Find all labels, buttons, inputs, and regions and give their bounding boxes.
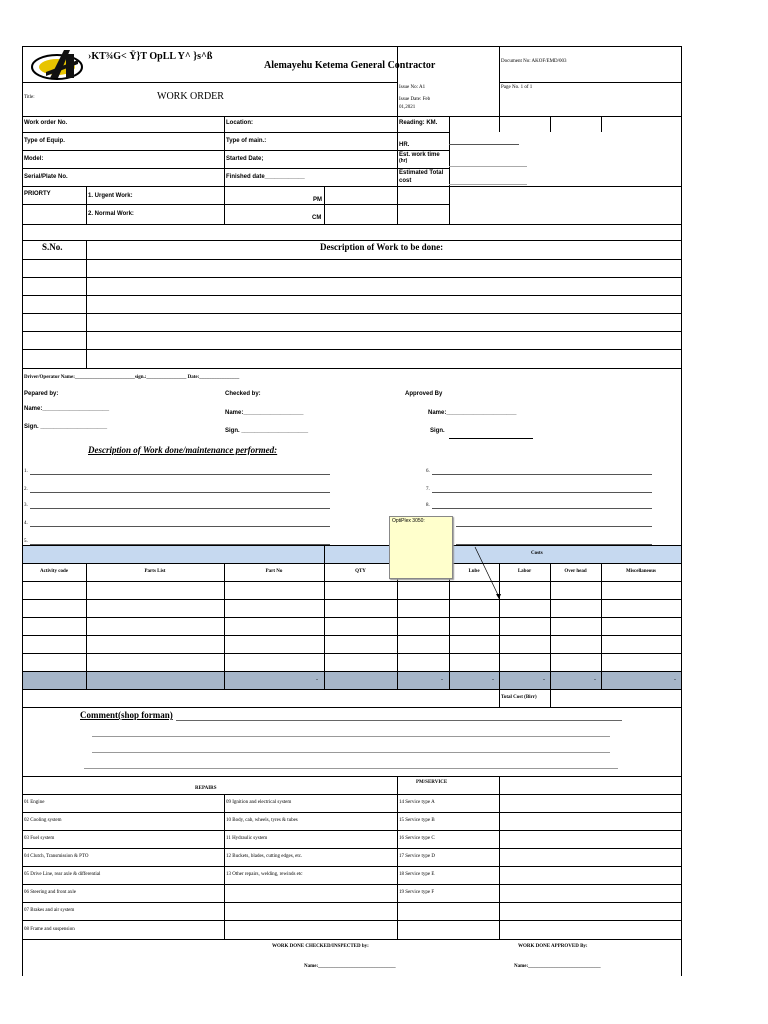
repair-item: 12 Buckets, blades, cutting edges, etc. [226, 854, 303, 859]
done-item-3: 3. [24, 503, 28, 508]
grid-line [22, 902, 682, 903]
grid-line [22, 259, 682, 260]
repair-item: 01 Engine [24, 800, 45, 805]
company-logo [30, 48, 88, 82]
approved-name-line: Name:_____________________________ [514, 964, 601, 969]
model-label: Model: [24, 156, 44, 162]
grid-line [86, 186, 87, 224]
grid-line [22, 313, 682, 314]
est-work-time-unit: (hr) [399, 158, 408, 164]
checked-by-label: Checked by: [225, 391, 261, 397]
normal-work-label: 2. Normal Work: [88, 211, 134, 217]
grid-line [22, 812, 682, 813]
sno-header: S.No. [42, 242, 63, 252]
work-order-no-label: Work order No. [24, 120, 68, 126]
issue-no: Issue No: A1 [399, 85, 426, 90]
done-line [30, 492, 330, 493]
grid-line [22, 920, 682, 921]
checked-name-line: Name:_______________________________ [304, 964, 396, 969]
grid-line [22, 635, 682, 636]
total-part-no: - [316, 677, 318, 683]
est-cost-label: Estimated Total [399, 170, 444, 176]
comment-line [92, 736, 610, 737]
grid-line [22, 116, 682, 117]
total-cost-label: Total Cost (Birr) [501, 695, 537, 700]
costs-total-band [23, 672, 681, 689]
grid-line [449, 563, 450, 689]
grid-line [22, 794, 682, 795]
col-miscellaneous: Miscellaneous [626, 569, 656, 574]
done-item-7: 7. [426, 487, 430, 492]
repair-item: 05 Drive Line, rear axle & differential [24, 872, 101, 877]
col-part-no: Part No [265, 569, 283, 574]
approved-sign: Sign. [430, 428, 445, 434]
col-labor: Labor [517, 569, 532, 574]
grid-line [224, 563, 225, 689]
grid-line [324, 545, 325, 563]
comment-arrow [473, 545, 503, 601]
grid-line [397, 116, 398, 224]
repair-item: 04 Clutch, Transmission & PTO [24, 854, 89, 859]
pm-service-item: 15 Service type B [399, 818, 435, 823]
done-item-8: 8. [426, 503, 430, 508]
driver-operator-line: Driver/Operator Name:________________________sign.:________________ Date:________________ [24, 375, 240, 380]
total-lube: - [492, 677, 494, 683]
done-line [30, 508, 330, 509]
comment-line [84, 768, 618, 769]
costs-title: Costs [531, 551, 543, 556]
comment-line [92, 752, 610, 753]
grid-line [22, 848, 682, 849]
grid-line [22, 168, 450, 169]
grid-line [22, 653, 682, 654]
grid-line [550, 116, 551, 132]
est-cost-label-2: cost [399, 178, 412, 184]
grid-line [397, 563, 398, 689]
est-work-time-label: Est. work time [399, 152, 440, 158]
amharic-company-name: ›KT¾G< Ÿ}T OpLL Y^ }s^ß [88, 51, 213, 62]
pm-service-item: 14 Service type A [399, 800, 435, 805]
grid-line [22, 545, 682, 546]
repair-item: 03 Fuel system [24, 836, 55, 841]
pm-service-item: 17 Service type D [399, 854, 435, 859]
grid-line [499, 116, 500, 132]
repair-item: 06 Steering and front axle [24, 890, 76, 895]
work-done-checked-label: WORK DONE CHECKED/INSPECTED by: [272, 944, 369, 949]
header-row-line [499, 82, 682, 83]
col-parts-list: Parts List [144, 569, 166, 574]
title-label: Title: [24, 95, 35, 100]
grid-line [22, 830, 682, 831]
grid-line [22, 132, 450, 133]
grid-line [22, 707, 682, 708]
work-to-be-done-header: Description of Work to be done: [320, 242, 444, 252]
work-done-title: Description of Work done/maintenance performed: [88, 445, 278, 455]
frame-top [22, 46, 682, 47]
approved-sign-line [449, 438, 533, 439]
done-line [432, 508, 652, 509]
pm-service-item: 16 Service type C [399, 836, 435, 841]
done-line [30, 474, 330, 475]
repair-item: 10 Body, cab, wheels, tyres & tubes [226, 818, 298, 823]
grid-line [22, 776, 682, 777]
grid-line [22, 884, 682, 885]
priority-label: PRIORTY [24, 191, 51, 197]
grid-line [22, 349, 682, 350]
grid-line [22, 581, 682, 582]
done-item-1: 1. [24, 469, 28, 474]
grid-line [324, 186, 325, 224]
col-lube: Lube [468, 569, 480, 574]
page-no: Page No. 1 of 1 [501, 85, 533, 90]
pm-service-header: PM/SERVICE [416, 780, 448, 785]
location-label: Location: [226, 120, 253, 126]
done-line [456, 526, 652, 527]
issue-date: Issue Date: Feb [399, 97, 431, 102]
header-divider [499, 46, 500, 116]
grid-line [22, 331, 682, 332]
document-title: WORK ORDER [157, 91, 224, 102]
total-overhead: - [594, 677, 596, 683]
est-time-line [449, 166, 527, 167]
grid-line [22, 186, 682, 187]
grid-line [22, 689, 682, 690]
col-activity-code: Activity code [40, 569, 68, 574]
grid-line [22, 295, 682, 296]
grid-line [86, 563, 87, 689]
done-item-6: 6. [426, 469, 430, 474]
grid-line [22, 599, 682, 600]
total-misc: - [674, 677, 676, 683]
grid-line [324, 563, 325, 689]
grid-line [397, 776, 398, 940]
done-item-5: 5. [24, 539, 28, 544]
repair-item: 02 Cooling system [24, 818, 62, 823]
repair-item: 13 Other repairs, welding, rewinds etc [226, 872, 303, 877]
approved-by-label: Approved By [405, 391, 443, 397]
repairs-header: REPAIRS [195, 786, 217, 791]
urgent-work-label: 1. Urgent Work: [88, 193, 133, 199]
comment-note[interactable] [389, 516, 453, 579]
costs-header-band [23, 546, 681, 563]
approved-name: Name:_____________________ [428, 410, 517, 416]
comment-note-text: OptiPlex 3050: [392, 518, 425, 524]
grid-line [22, 240, 682, 241]
grid-line [22, 617, 682, 618]
company-name: Alemayehu Ketema General Contractor [264, 60, 436, 71]
grid-line [22, 563, 682, 564]
grid-line [22, 939, 682, 940]
repair-item: 07 Brakes and air system [24, 908, 75, 913]
checked-sign: Sign. ____________________ [225, 428, 309, 434]
total-qty: - [441, 677, 443, 683]
prepared-by-label: Pepared by: [24, 391, 59, 397]
pm-service-item: 18 Service type E [399, 872, 435, 877]
done-line [432, 492, 652, 493]
header-row-line [22, 82, 398, 83]
done-line [432, 474, 652, 475]
document-no: Document No: AKOF/EMD/003 [501, 59, 567, 64]
type-equip-label: Type of Equip. [24, 138, 65, 144]
grid-line [22, 368, 682, 369]
repair-item: 11 Hydraulic system [226, 836, 268, 841]
pm-service-item: 19 Service type F [399, 890, 435, 895]
header-divider [397, 82, 398, 116]
grid-line [224, 116, 225, 224]
hr-label: HR. [399, 142, 410, 148]
finished-date-label: Finished date____________ [226, 174, 305, 180]
pm-label: PM [313, 197, 322, 203]
done-line [30, 526, 330, 527]
grid-line [601, 563, 602, 689]
checked-name: Name:__________________ [225, 410, 304, 416]
done-item-2: 2. [24, 487, 28, 492]
prepared-sign: Sign. ____________________ [24, 424, 108, 430]
est-cost-line [449, 184, 527, 185]
total-labor: - [543, 677, 545, 683]
header-divider [397, 46, 398, 82]
work-done-approved-label: WORK DONE APPROVED By: [518, 944, 588, 949]
comment-shop-forman-label: Comment(shop forman) [80, 710, 173, 720]
grid-line [22, 277, 682, 278]
comment-line [176, 720, 622, 721]
prepared-name: Name:____________________ [24, 406, 110, 412]
type-main-label: Type of main.: [226, 138, 267, 144]
grid-line [499, 776, 500, 940]
grid-line [601, 116, 602, 132]
grid-line [22, 150, 450, 151]
grid-line [550, 563, 551, 707]
grid-line [22, 224, 682, 225]
issue-date-2: 01,2021 [399, 105, 416, 110]
repair-item: 08 Frame and suspension [24, 927, 75, 932]
serial-label: Serial/Plate No. [24, 174, 68, 180]
grid-line [224, 794, 225, 940]
grid-line [449, 116, 450, 224]
grid-line [22, 866, 682, 867]
repair-item: 09 Ignition and electrical system [226, 800, 292, 805]
col-overhead: Over head [564, 569, 587, 574]
cm-label: CM [312, 215, 322, 221]
started-date-label: Started Date; [226, 156, 264, 162]
hr-line [449, 144, 519, 145]
done-item-4: 4. [24, 521, 28, 526]
reading-label: Reading: KM. [399, 120, 438, 126]
col-qty: QTY [355, 569, 366, 574]
